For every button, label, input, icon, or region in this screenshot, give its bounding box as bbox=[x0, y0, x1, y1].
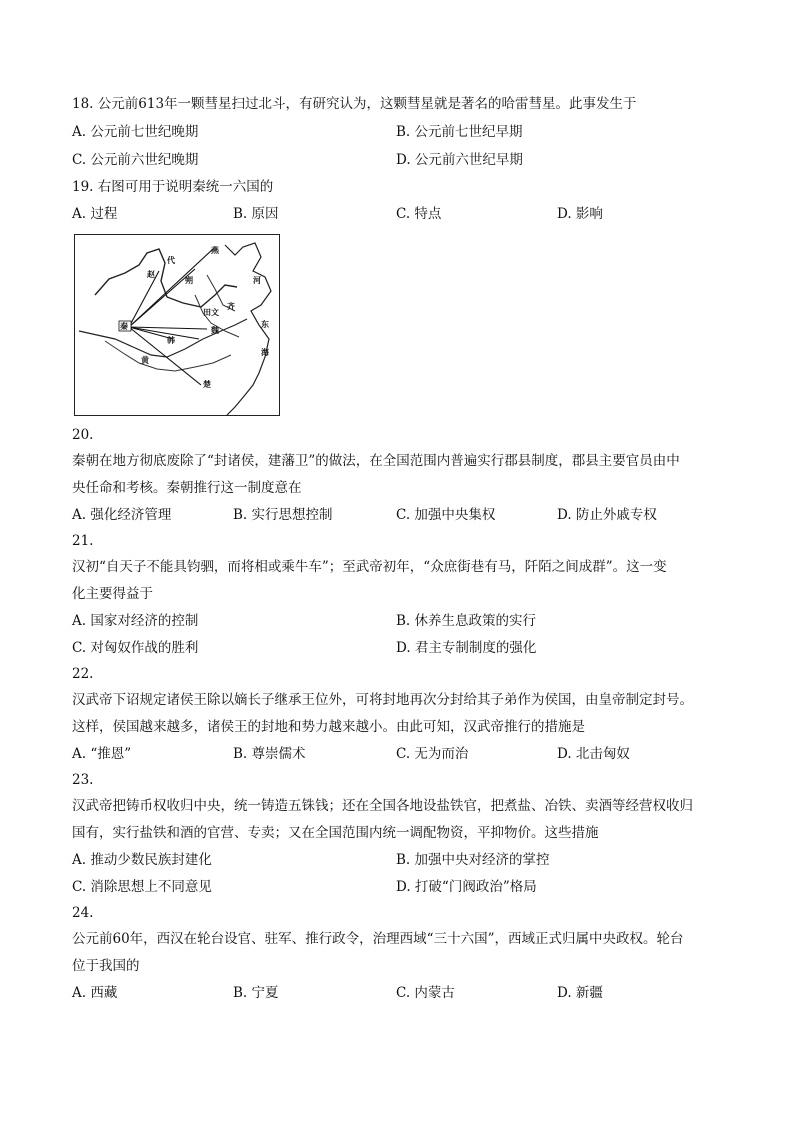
coastline bbox=[225, 243, 271, 415]
q22-option-d: D. 北击匈奴 bbox=[557, 746, 630, 762]
q23-option-d: D. 打破“门阀政治”格局 bbox=[396, 879, 537, 895]
q23-number: 23. bbox=[72, 772, 94, 788]
q22-option-b: B. 尊崇儒术 bbox=[233, 746, 306, 762]
q20-option-a: A. 强化经济管理 bbox=[72, 507, 172, 523]
q21-option-c: C. 对匈奴作战的胜利 bbox=[72, 640, 199, 656]
q19-stem: 19. 右图可用于说明秦统一六国的 bbox=[72, 179, 274, 195]
map-illustration bbox=[75, 235, 279, 415]
q21-option-a: A. 国家对经济的控制 bbox=[72, 613, 199, 629]
map-label-qin: 秦 bbox=[120, 322, 128, 331]
q20-option-d: D. 防止外戚专权 bbox=[557, 507, 657, 523]
river-path bbox=[79, 319, 247, 357]
q19-option-b: B. 原因 bbox=[233, 206, 279, 222]
q19-option-d: D. 影响 bbox=[557, 206, 603, 222]
yellow-river bbox=[95, 249, 237, 307]
q18-stem: 18. 公元前613年一颗彗星扫过北斗，有研究认为，这颗彗星就是著名的哈雷彗星。此事发生于 bbox=[72, 96, 637, 112]
q23-option-a: A. 推动少数民族封建化 bbox=[72, 852, 212, 868]
map-label-han: 韩 bbox=[167, 336, 175, 345]
map-label-huang: 黄 bbox=[141, 356, 149, 365]
q21-number: 21. bbox=[72, 533, 94, 549]
q23-stem-line2: 国有，实行盐铁和酒的官营、专卖；又在全国范围内统一调配物资，平抑物价。这些措施 bbox=[72, 825, 599, 841]
q21-stem-line1: 汉初“自天子不能具钧驷，而将相或乘牛车”；至武帝初年，“众庶街巷有马，阡陌之间成群”。这一变 bbox=[72, 559, 667, 575]
map-label-qi: 齐 bbox=[227, 302, 235, 311]
q24-option-b: B. 宁夏 bbox=[233, 985, 279, 1001]
q24-option-a: A. 西藏 bbox=[72, 985, 118, 1001]
q22-option-c: C. 无为而治 bbox=[396, 746, 469, 762]
q20-option-c: C. 加强中央集权 bbox=[396, 507, 496, 523]
q22-stem-line2: 这样，侯国越来越多，诸侯王的封地和势力越来越小。由此可知，汉武帝推行的措施是 bbox=[72, 719, 585, 735]
map-label-hai: 海 bbox=[261, 348, 269, 357]
q24-stem-line2: 位于我国的 bbox=[72, 958, 140, 974]
q23-stem-line1: 汉武帝把铸币权收归中央，统一铸造五铢钱；还在全国各地设盐铁官，把煮盐、冶铁、卖酒等经营权收归 bbox=[72, 798, 693, 814]
map-label-shuo: 朔 bbox=[185, 276, 193, 285]
map-label-dong: 东 bbox=[261, 320, 269, 329]
q19-option-a: A. 过程 bbox=[72, 206, 118, 222]
qin-unification-map bbox=[74, 234, 280, 416]
q20-option-b: B. 实行思想控制 bbox=[233, 507, 333, 523]
q18-option-c: C. 公元前六世纪晚期 bbox=[72, 152, 199, 168]
q24-stem-line1: 公元前60年，西汉在轮台设官、驻军、推行政令，治理西域“三十六国”，西域正式归属中央政权。轮台 bbox=[72, 931, 684, 947]
q22-stem-line1: 汉武帝下诏规定诸侯王除以嫡长子继承王位外，可将封地再次分封给其子弟作为侯国，由皇帝制定封号。 bbox=[72, 692, 693, 708]
q24-option-d: D. 新疆 bbox=[557, 985, 603, 1001]
q24-option-c: C. 内蒙古 bbox=[396, 985, 455, 1001]
q24-number: 24. bbox=[72, 905, 94, 921]
q23-option-c: C. 消除思想上不同意见 bbox=[72, 879, 212, 895]
map-label-he: 河 bbox=[253, 276, 261, 285]
q19-option-c: C. 特点 bbox=[396, 206, 442, 222]
map-label-wei: 魏 bbox=[211, 326, 219, 335]
q20-stem-line2: 央任命和考核。秦朝推行这一制度意在 bbox=[72, 480, 302, 496]
q18-option-b: B. 公元前七世纪早期 bbox=[396, 124, 523, 140]
q22-number: 22. bbox=[72, 666, 94, 682]
q18-option-a: A. 公元前七世纪晚期 bbox=[72, 124, 199, 140]
q18-option-d: D. 公元前六世纪早期 bbox=[396, 152, 523, 168]
q21-stem-line2: 化主要得益于 bbox=[72, 586, 153, 602]
map-label-dai: 代 bbox=[167, 256, 175, 265]
q23-option-b: B. 加强中央对经济的掌控 bbox=[396, 852, 550, 868]
q22-option-a: A. “推恩” bbox=[72, 746, 132, 762]
map-label-tianwen: 田文 bbox=[203, 308, 219, 317]
q21-option-d: D. 君主专制制度的强化 bbox=[396, 640, 537, 656]
q20-stem-line1: 秦朝在地方彻底废除了“封诸侯，建藩卫”的做法，在全国范围内普遍实行郡县制度，郡县主要官员由中 bbox=[72, 453, 680, 469]
map-label-yan: 燕 bbox=[211, 246, 219, 255]
q20-number: 20. bbox=[72, 427, 94, 443]
map-label-zhao: 赵 bbox=[147, 270, 155, 279]
q21-option-b: B. 休养生息政策的实行 bbox=[396, 613, 537, 629]
map-label-chu: 楚 bbox=[203, 380, 211, 389]
